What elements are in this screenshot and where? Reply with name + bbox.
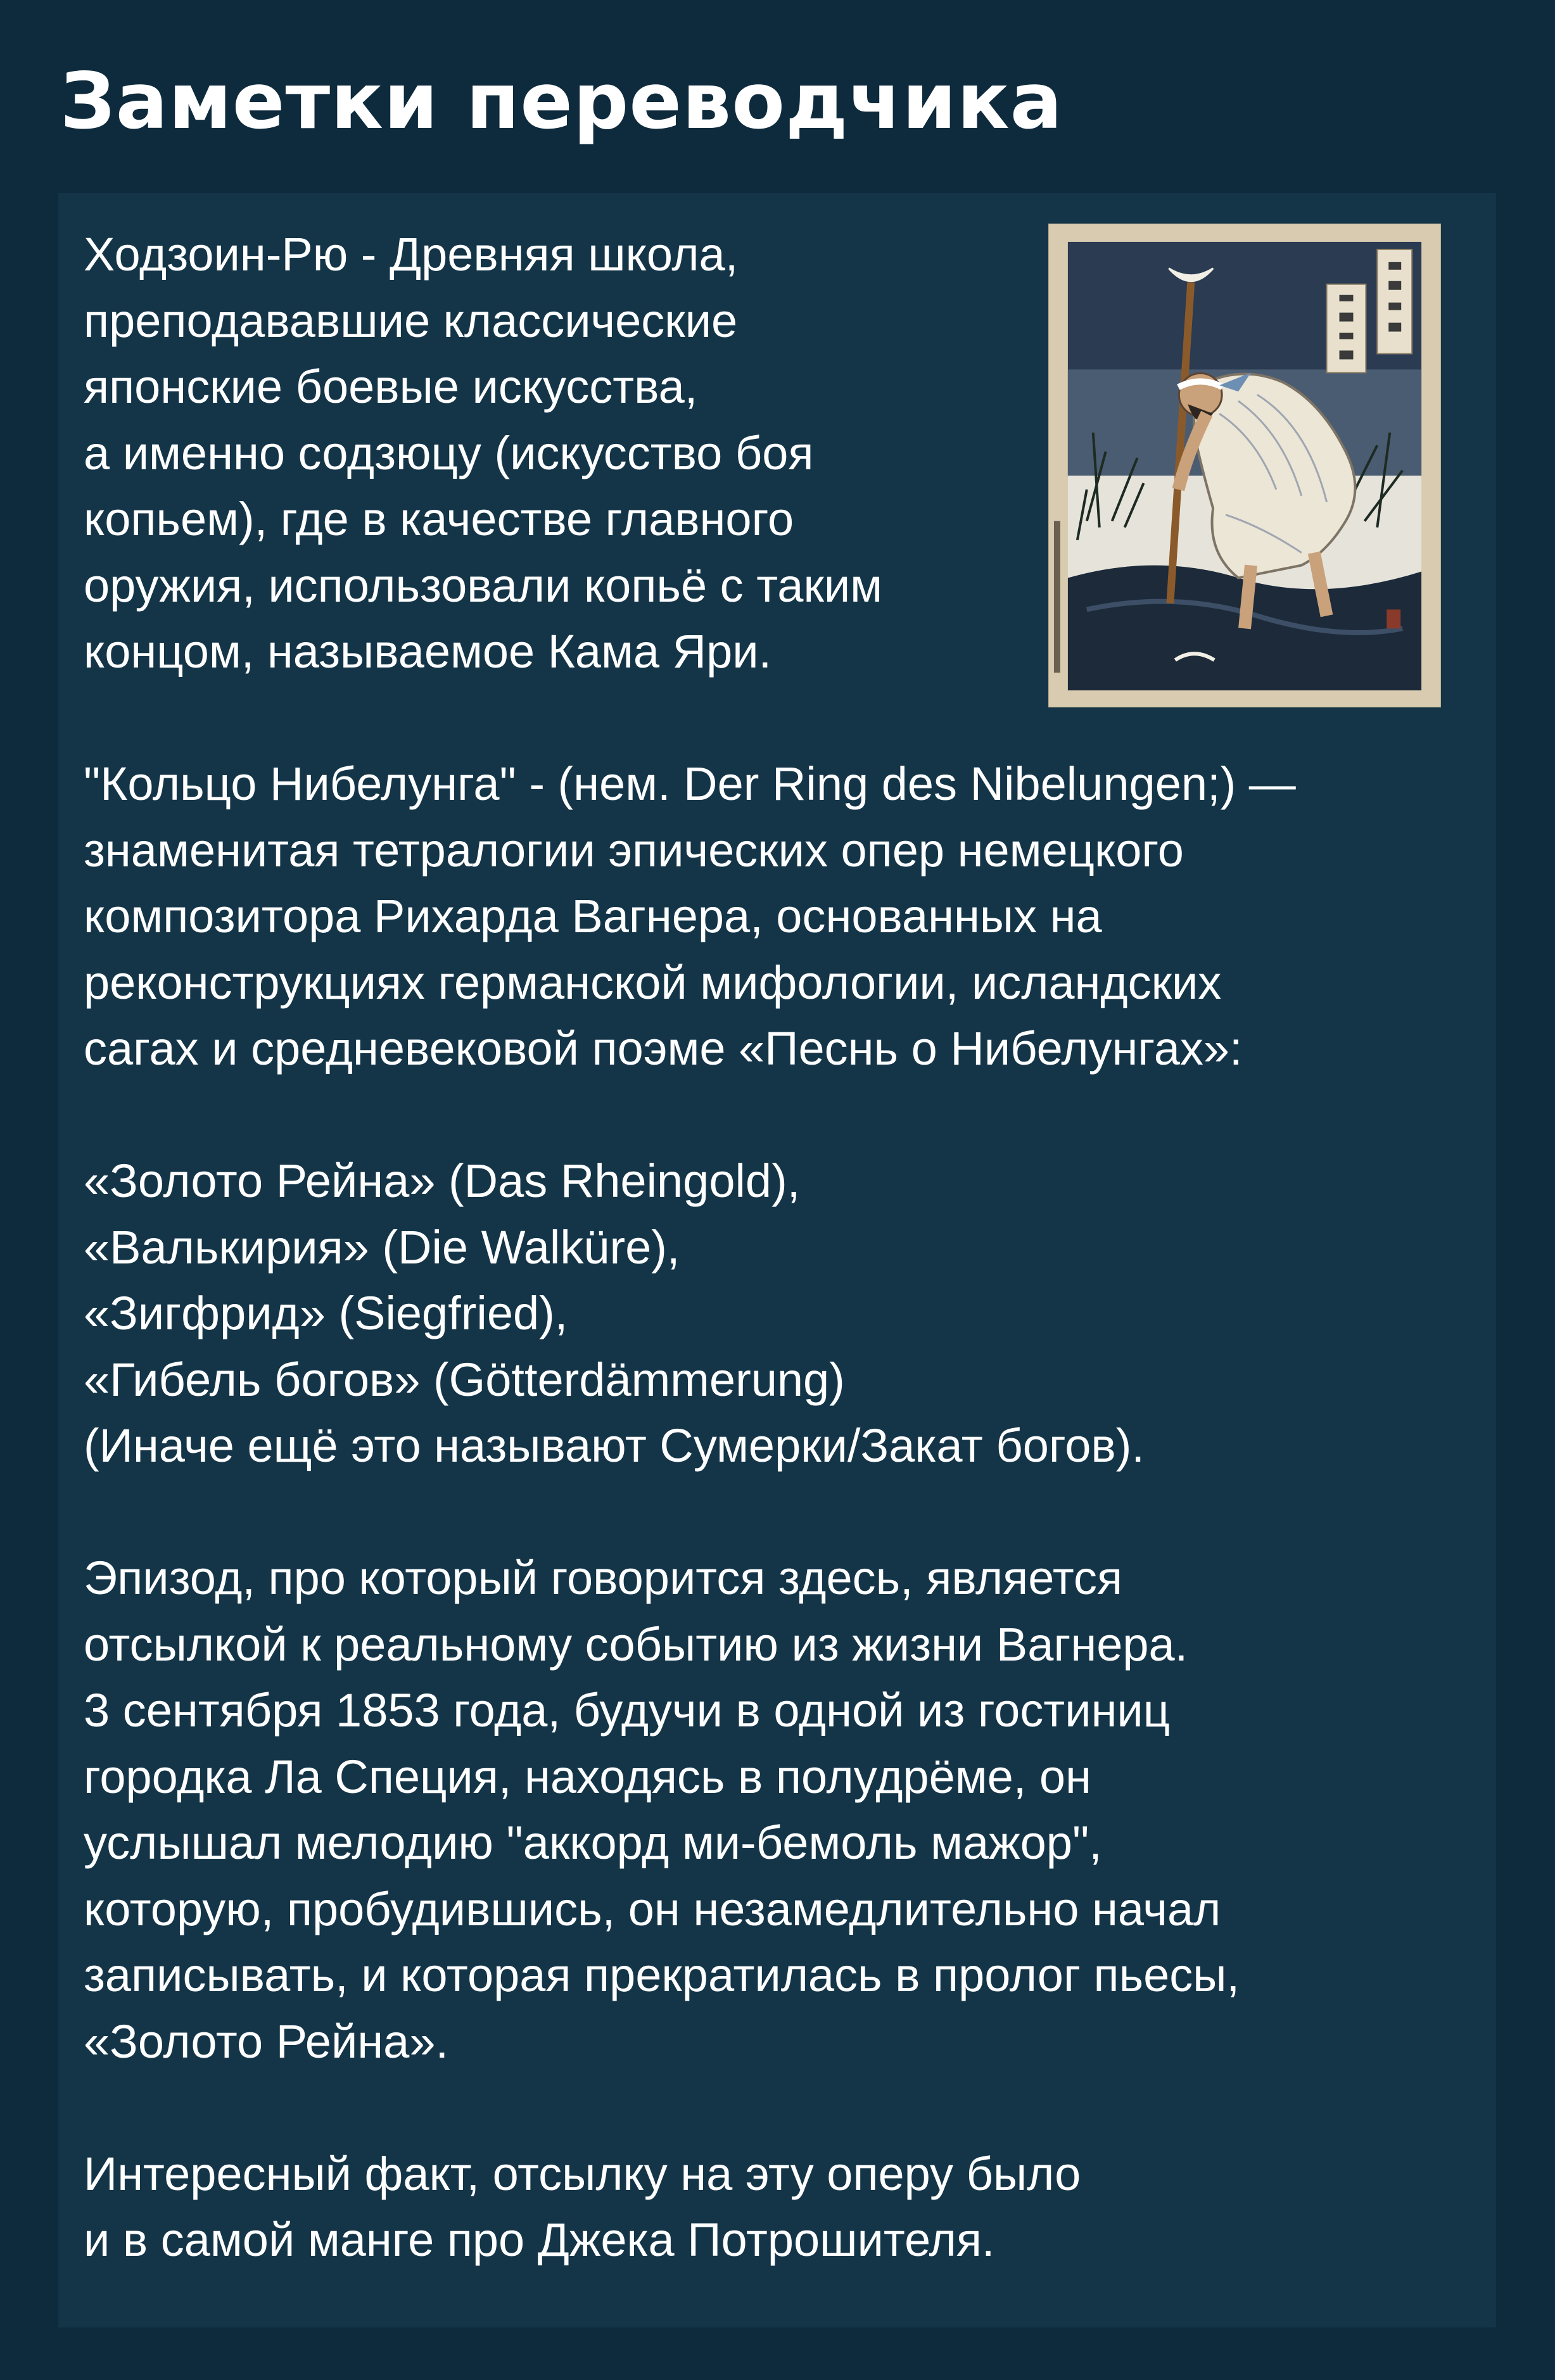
text-line: реконструкциях германской мифологии, исландских (84, 956, 1222, 1009)
text-line: знаменитая тетралогии эпических опер немецкого (84, 823, 1184, 877)
text-line: Интересный факт, отсылку на эту оперу было (84, 2147, 1081, 2200)
opera-item: «Валькирия» (Die Walküre), (84, 1220, 680, 1274)
text-line: которую, пробудившись, он незамедлительно начал (84, 1882, 1221, 1935)
opera-item: «Золото Рейна» (Das Rheingold), (84, 1155, 801, 1207)
text-line: и в самой манге про Джека Потрошителя. (84, 2213, 995, 2266)
text-line: Ходзоин-Рю - Древняя школа, (84, 228, 739, 281)
text-line: услышал мелодию "аккорд ми-бемоль мажор", (84, 1816, 1102, 1869)
opera-item: «Зигфрид» (Siegfried), (84, 1287, 568, 1339)
notes-text (84, 222, 1477, 2274)
note-interesting-fact (84, 2141, 1477, 2274)
text-line: сагах и средневековой поэме «Песнь о Нибелунгах»: (84, 1022, 1243, 1075)
text-line: "Кольцо Нибелунга" - (нем. Der Ring des Nibelungen;) — (84, 757, 1296, 810)
paragraph-spacer (84, 1479, 1477, 1546)
notes-panel (58, 193, 1496, 2327)
opera-list (84, 1148, 1477, 1479)
note-hozoin-ryu (84, 222, 1477, 685)
text-line: а именно содзюцу (искусство боя (84, 426, 814, 479)
paragraph-spacer (84, 2075, 1477, 2141)
text-line: преподававшие классические (84, 294, 738, 347)
paragraph-spacer (84, 685, 1477, 752)
opera-item: «Гибель богов» (Götterdämmerung) (84, 1353, 845, 1406)
text-line: оружия, использовали копьё с таким (84, 559, 883, 612)
text-line: записывать, и которая прекратилась в пролог пьесы, (84, 1949, 1240, 2001)
note-ring-of-nibelung (84, 751, 1477, 1082)
text-line: Эпизод, про который говорится здесь, является (84, 1552, 1123, 1604)
text-line: отсылкой к реальному событию из жизни Вагнера. (84, 1617, 1188, 1671)
text-line: «Золото Рейна». (84, 2015, 449, 2068)
page-title: Заметки переводчика (60, 56, 1063, 146)
note-episode (84, 1545, 1477, 2075)
text-line: 3 сентября 1853 года, будучи в одной из гостиниц (84, 1684, 1171, 1737)
text-line: городка Ла Специя, находясь в полудрёме, он (84, 1750, 1091, 1803)
text-line: концом, называемое Кама Яри. (84, 625, 772, 678)
text-line: (Иначе ещё это называют Сумерки/Закат богов). (84, 1419, 1145, 1472)
paragraph-spacer (84, 1082, 1477, 1149)
text-line: композитора Рихарда Вагнера, основанных на (84, 890, 1102, 942)
text-line: копьем), где в качестве главного (84, 493, 794, 545)
text-line: японские боевые искусства, (84, 360, 698, 413)
